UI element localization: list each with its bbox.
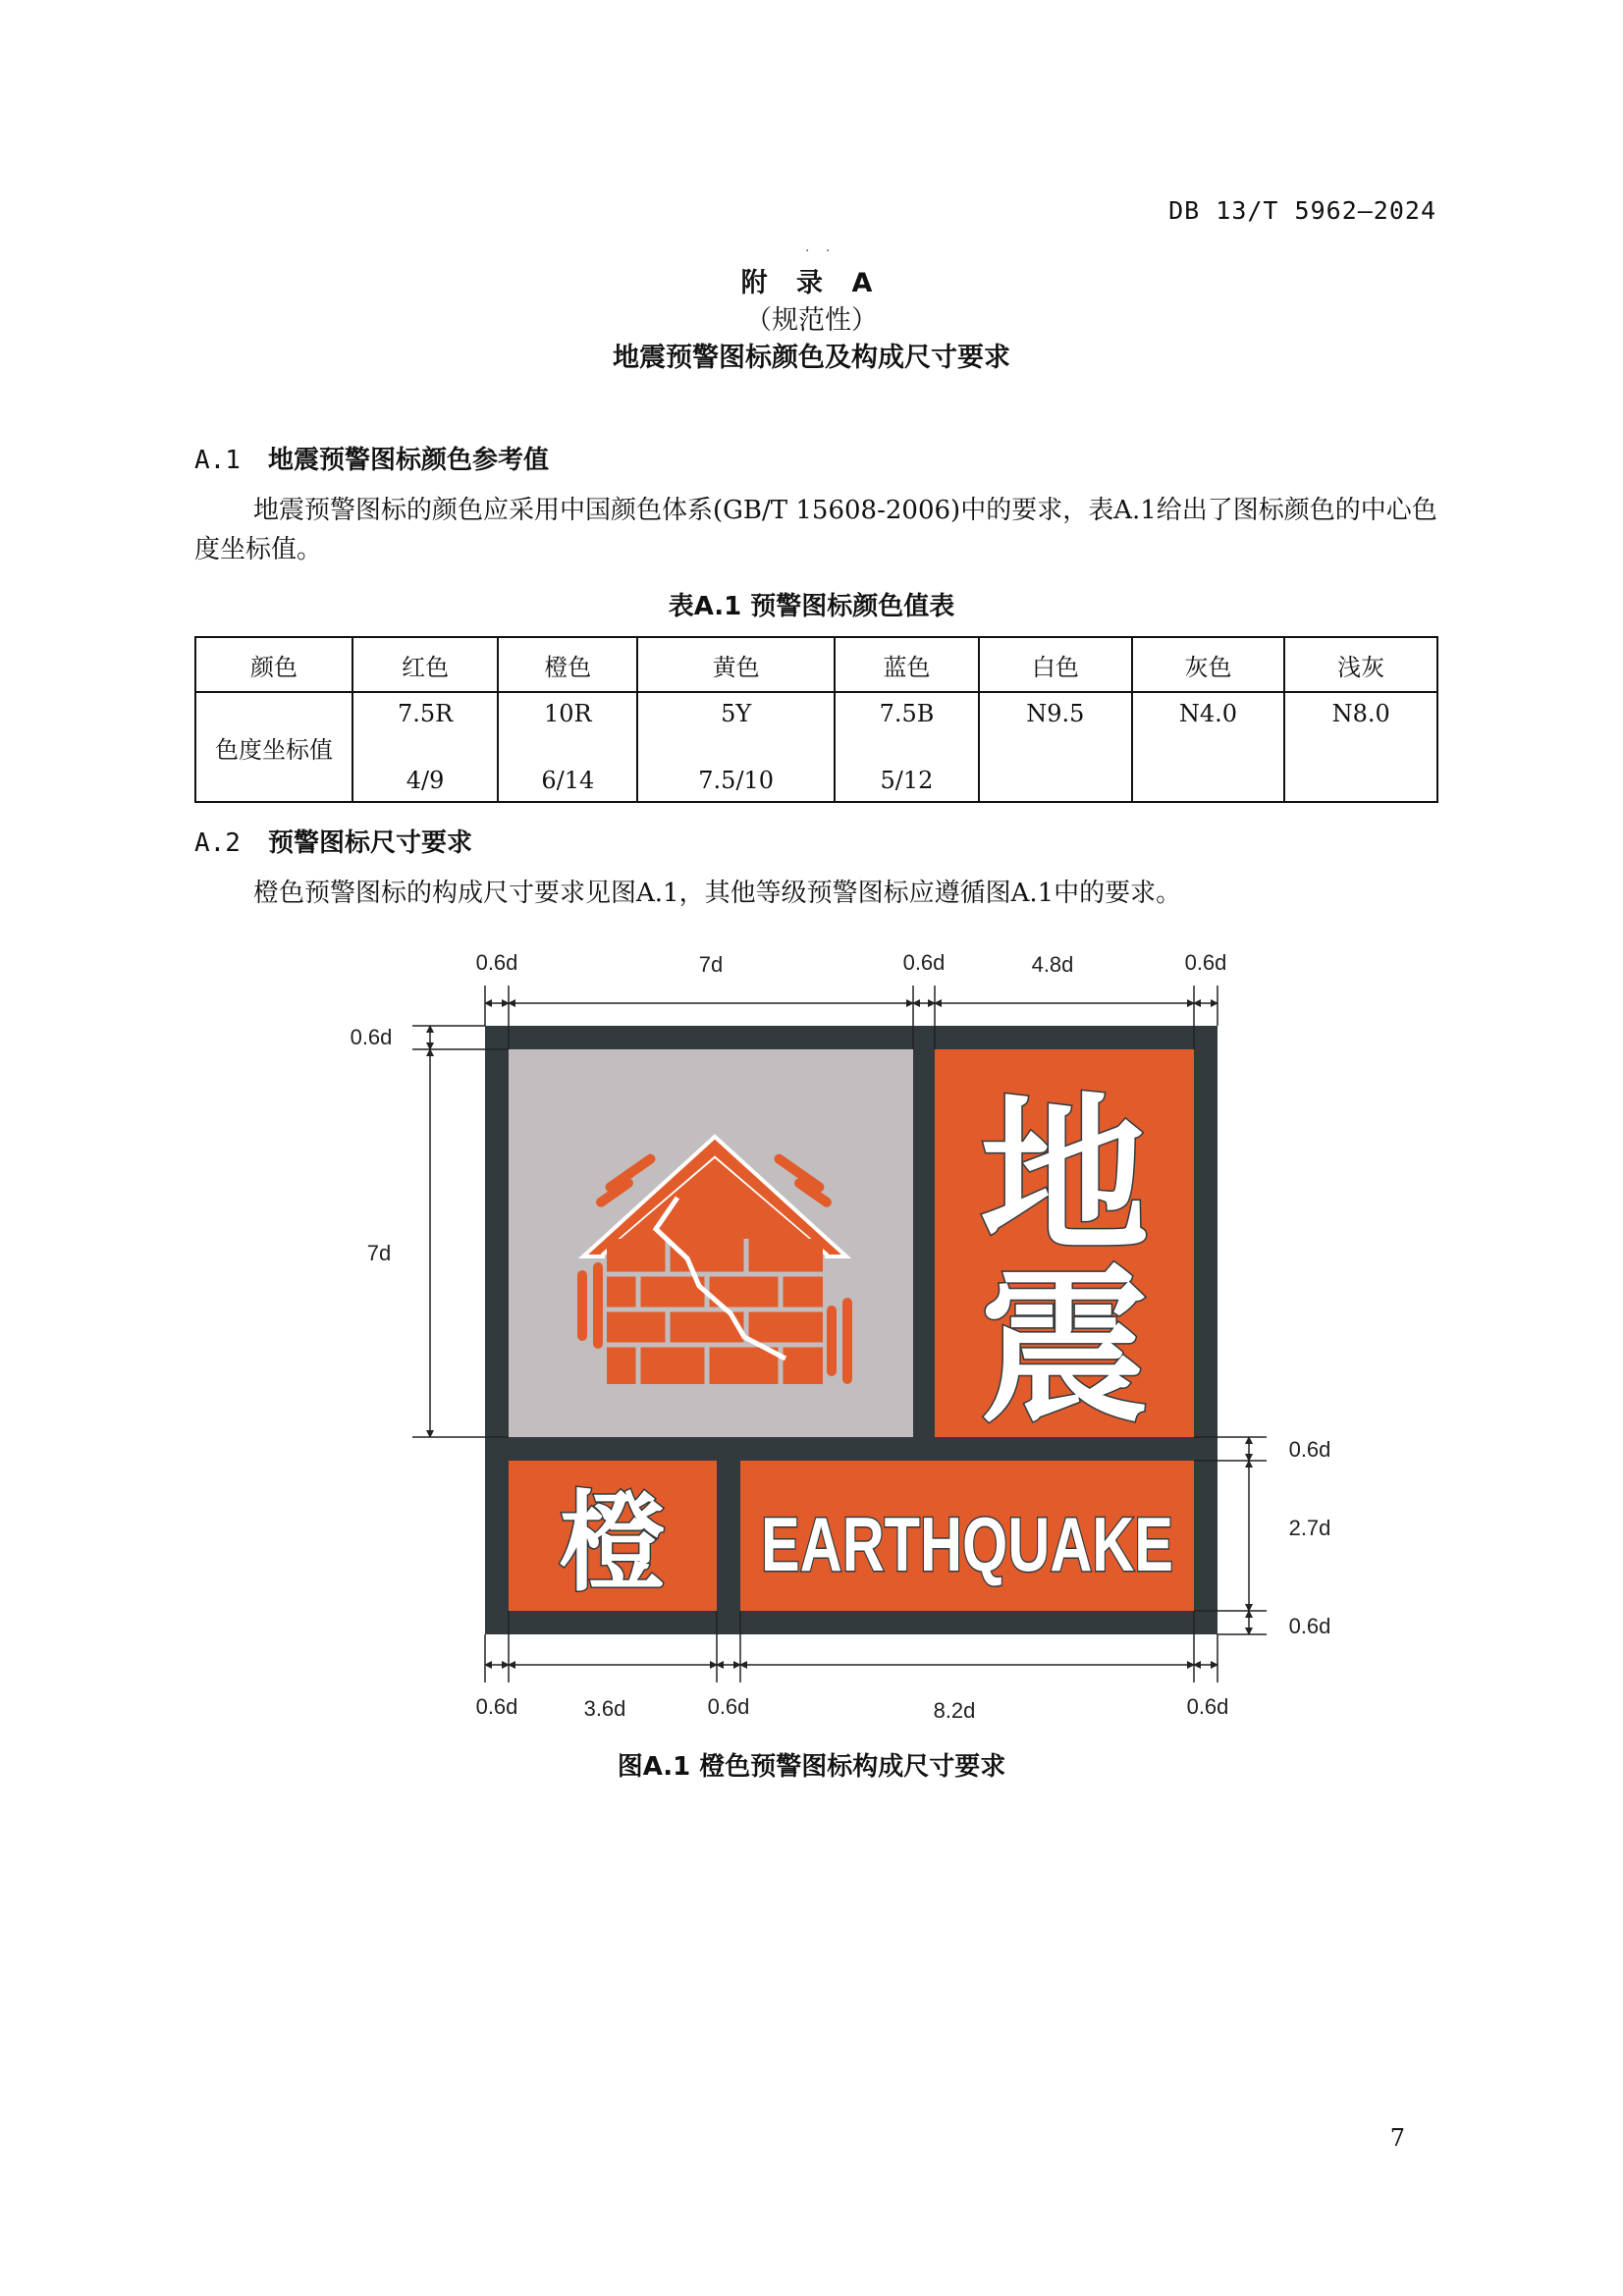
dim-label: 0.6d [1186, 1694, 1229, 1719]
section-a2-paragraph: 橙色预警图标的构成尺寸要求见图A.1，其他等级预警图标应遵循图A.1中的要求。 [253, 879, 1182, 908]
dim-label: 0.6d [350, 1025, 393, 1049]
dim-label: 8.2d [933, 1698, 976, 1723]
table-cell: N9.5 [979, 692, 1132, 802]
dim-label: 0.6d [1288, 1614, 1331, 1638]
level-char: 橙 [559, 1483, 667, 1604]
table-cell: 5Y 7.5/10 [637, 692, 834, 802]
dim-label: 0.6d [475, 1694, 518, 1719]
decorative-dots: . . [805, 240, 837, 255]
table-header-cell: 黄色 [637, 637, 834, 692]
figure-caption: 图A.1 橙色预警图标构成尺寸要求 [617, 1752, 1006, 1782]
section-a1-number: A.1 [194, 446, 241, 475]
table-cell: 7.5R 4/9 [352, 692, 498, 802]
dim-label: 0.6d [1288, 1437, 1331, 1462]
table-header-cell: 白色 [979, 637, 1132, 692]
table-cell: 7.5B 5/12 [835, 692, 979, 802]
dim-label: 0.6d [707, 1694, 750, 1719]
section-a1-title: 地震预警图标颜色参考值 [268, 446, 550, 475]
appendix-nature: （规范性） [745, 305, 878, 336]
dim-label: 0.6d [1184, 950, 1227, 975]
english-label: EARTHQUAKE [761, 1501, 1173, 1587]
table-cell: N4.0 [1132, 692, 1285, 802]
table-cell: N8.0 [1284, 692, 1437, 802]
table-row-label: 色度坐标值 [195, 692, 352, 802]
dim-label: 3.6d [583, 1696, 626, 1721]
table-caption: 表A.1 预警图标颜色值表 [668, 592, 955, 621]
dim-label: 0.6d [475, 950, 518, 975]
big-char-2: 震 [980, 1254, 1149, 1442]
table-header-cell: 红色 [352, 637, 498, 692]
document-id: DB 13/T 5962—2024 [1168, 196, 1436, 225]
table-header-cell: 颜色 [195, 637, 352, 692]
table-cell: 10R 6/14 [498, 692, 637, 802]
big-char-1: 地 [980, 1083, 1149, 1271]
dim-label: 7d [698, 952, 724, 977]
dim-label: 0.6d [902, 950, 946, 975]
appendix-title: 附 录 A [740, 268, 883, 298]
table-header-cell: 浅灰 [1284, 637, 1437, 692]
section-a2-number: A.2 [194, 828, 241, 858]
dim-label: 4.8d [1031, 952, 1074, 977]
table-header-cell: 灰色 [1132, 637, 1285, 692]
table-header-cell: 橙色 [498, 637, 637, 692]
page-number: 7 [1389, 2124, 1405, 2152]
dim-label: 7d [366, 1241, 392, 1265]
dim-label: 2.7d [1288, 1516, 1331, 1540]
table-header-cell: 蓝色 [835, 637, 979, 692]
appendix-main-title: 地震预警图标颜色及构成尺寸要求 [613, 343, 1010, 373]
section-a1-paragraph: 地震预警图标的颜色应采用中国颜色体系(GB/T 15608-2006)中的要求，表A.1给出了图标颜色的中心色度坐标值。 [194, 496, 1437, 564]
section-a2-title: 预警图标尺寸要求 [268, 828, 473, 858]
